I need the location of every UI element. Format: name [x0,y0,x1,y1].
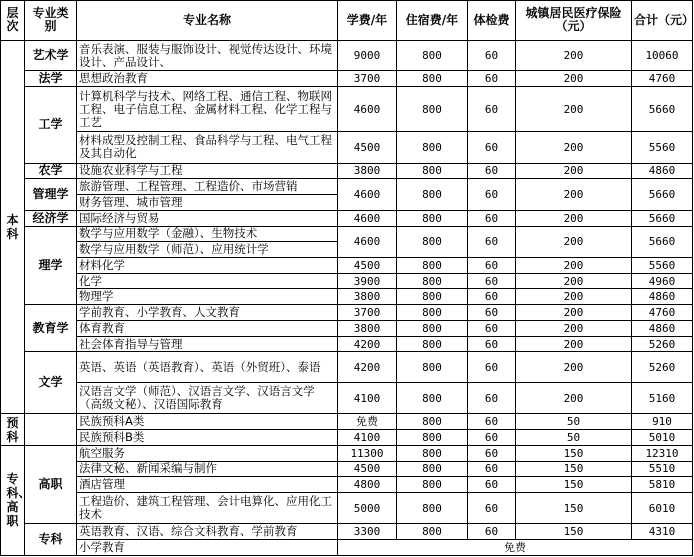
dorm-cell: 800 [397,40,468,70]
tuition-cell: 4100 [338,430,397,446]
insurance-cell: 200 [516,320,632,336]
table-row [1,40,693,70]
table-row [1,430,693,446]
tuition-cell: 4800 [338,477,397,493]
table-row [1,524,693,540]
major-cell: 法律文秘、新闻采编与制作 [77,461,338,477]
exam-cell: 60 [468,492,516,523]
dorm-cell: 800 [397,210,468,226]
insurance-cell: 150 [516,524,632,540]
total-cell: 12310 [632,445,693,461]
dorm-cell: 800 [397,352,468,382]
dorm-cell: 800 [397,461,468,477]
category-cell: 高职 [25,445,77,524]
header-row [1,1,693,41]
level-cell: 专科、高职 [1,445,25,555]
insurance-cell: 200 [516,40,632,70]
major-cell: 设施农业科学与工程 [77,163,338,179]
level-cell: 预科 [1,414,25,445]
total-cell: 5660 [632,179,693,210]
insurance-cell: 200 [516,289,632,305]
exam-cell: 60 [468,524,516,540]
tuition-cell: 4200 [338,336,397,352]
insurance-cell: 150 [516,477,632,493]
exam-cell: 60 [468,258,516,274]
major-cell: 英语教育、汉语、综合文科教育、学前教育 [77,524,338,540]
dorm-cell: 800 [397,87,468,132]
exam-cell: 60 [468,226,516,257]
tuition-cell: 3800 [338,320,397,336]
major-cell: 材料成型及控制工程、食品科学与工程、电气工程及其自动化 [77,132,338,163]
category-cell: 法学 [25,71,77,87]
dorm-cell: 800 [397,305,468,321]
dorm-cell: 800 [397,163,468,179]
major-cell: 材料化学 [77,258,338,274]
insurance-cell: 200 [516,352,632,382]
dorm-cell: 800 [397,132,468,163]
insurance-cell: 200 [516,87,632,132]
exam-cell: 60 [468,71,516,87]
tuition-cell: 4600 [338,179,397,210]
total-cell: 5660 [632,210,693,226]
tuition-cell: 4600 [338,87,397,132]
table-row [1,540,693,556]
category-cell: 理学 [25,226,77,305]
exam-cell: 60 [468,477,516,493]
dorm-cell: 800 [397,273,468,289]
total-cell: 5260 [632,352,693,382]
exam-cell: 60 [468,132,516,163]
major-cell: 国际经济与贸易 [77,210,338,226]
table-row [1,87,693,132]
tuition-cell: 4500 [338,132,397,163]
category-cell: 文学 [25,352,77,414]
major-cell: 体育教育 [77,320,338,336]
major-cell: 英语、英语（英语教育）、英语（外贸班）、泰语 [77,352,338,382]
exam-cell: 60 [468,445,516,461]
exam-cell: 60 [468,163,516,179]
total-cell: 4760 [632,305,693,321]
insurance-cell: 50 [516,414,632,430]
category-cell-empty [25,414,77,445]
dorm-cell: 800 [397,524,468,540]
major-cell: 财务管理、城市管理 [77,195,338,211]
major-cell: 学前教育、小学教育、人文教育 [77,305,338,321]
table-row [1,445,693,461]
dorm-cell: 800 [397,414,468,430]
insurance-cell: 200 [516,382,632,413]
total-cell: 5160 [632,382,693,413]
total-cell: 5260 [632,336,693,352]
total-cell: 4310 [632,524,693,540]
exam-cell: 60 [468,461,516,477]
insurance-cell: 150 [516,492,632,523]
table-row [1,71,693,87]
category-cell: 工学 [25,87,77,164]
dorm-cell: 800 [397,445,468,461]
table-row [1,320,693,336]
total-cell: 5010 [632,430,693,446]
tuition-cell: 免费 [338,414,397,430]
tuition-cell: 9000 [338,40,397,70]
major-cell: 航空服务 [77,445,338,461]
header-level: 层次 [1,1,25,41]
exam-cell: 60 [468,179,516,210]
major-cell: 思想政治教育 [77,71,338,87]
total-cell: 10060 [632,40,693,70]
total-cell: 6010 [632,492,693,523]
total-cell: 5510 [632,461,693,477]
tuition-cell: 4500 [338,461,397,477]
dorm-cell: 800 [397,179,468,210]
exam-cell: 60 [468,320,516,336]
table-row [1,305,693,321]
header-insurance: 城镇居民医疗保险（元） [516,1,632,41]
header-dorm: 住宿费/年 [397,1,468,41]
exam-cell: 60 [468,430,516,446]
total-cell: 5810 [632,477,693,493]
table-row [1,273,693,289]
exam-cell: 60 [468,382,516,413]
dorm-cell: 800 [397,492,468,523]
major-cell: 计算机科学与技术、网络工程、通信工程、物联网工程、电子信息工程、金属材料工程、化学工程与工艺 [77,87,338,132]
insurance-cell: 200 [516,305,632,321]
exam-cell: 60 [468,336,516,352]
total-cell: 4760 [632,71,693,87]
major-cell: 工程造价、建筑工程管理、会计电算化、应用化工技术 [77,492,338,523]
total-cell: 4860 [632,289,693,305]
table-row [1,461,693,477]
total-cell: 5560 [632,132,693,163]
major-cell: 小学教育 [77,540,338,556]
insurance-cell: 200 [516,273,632,289]
table-row [1,132,693,163]
insurance-cell: 150 [516,461,632,477]
exam-cell: 60 [468,40,516,70]
dorm-cell: 800 [397,382,468,413]
insurance-cell: 200 [516,226,632,257]
total-cell: 4860 [632,320,693,336]
table-row [1,179,693,195]
tuition-cell: 4600 [338,226,397,257]
dorm-cell: 800 [397,226,468,257]
table-row [1,336,693,352]
total-cell: 4860 [632,163,693,179]
total-cell: 910 [632,414,693,430]
dorm-cell: 800 [397,320,468,336]
insurance-cell: 150 [516,445,632,461]
table-row [1,163,693,179]
total-cell: 5560 [632,258,693,274]
major-cell: 音乐表演、服装与服饰设计、视觉传达设计、环境设计、产品设计、 [77,40,338,70]
insurance-cell: 50 [516,430,632,446]
exam-cell: 60 [468,210,516,226]
tuition-cell: 4100 [338,382,397,413]
insurance-cell: 200 [516,132,632,163]
category-cell: 管理学 [25,179,77,210]
insurance-cell: 200 [516,336,632,352]
tuition-cell: 4200 [338,352,397,382]
category-cell: 教育学 [25,305,77,352]
major-cell: 酒店管理 [77,477,338,493]
tuition-cell: 3800 [338,163,397,179]
tuition-cell: 3300 [338,524,397,540]
header-tuition: 学费/年 [338,1,397,41]
table-row [1,477,693,493]
total-cell: 4960 [632,273,693,289]
dorm-cell: 800 [397,71,468,87]
tuition-cell: 3800 [338,289,397,305]
major-cell: 化学 [77,273,338,289]
category-cell: 经济学 [25,210,77,226]
exam-cell: 60 [468,305,516,321]
major-cell: 汉语言文学（师范）、汉语言文学、汉语言文学（高级文秘）、汉语国际教育 [77,382,338,413]
exam-cell: 60 [468,352,516,382]
dorm-cell: 800 [397,477,468,493]
table-row [1,258,693,274]
insurance-cell: 200 [516,258,632,274]
major-cell: 社会体育指导与管理 [77,336,338,352]
category-cell: 专科 [25,524,77,556]
tuition-cell: 3700 [338,305,397,321]
exam-cell: 60 [468,414,516,430]
insurance-cell: 200 [516,179,632,210]
total-cell: 5660 [632,87,693,132]
table-row [1,492,693,523]
major-cell: 数学与应用数学（师范）、应用统计学 [77,242,338,258]
major-cell: 旅游管理、工程管理、工程造价、市场营销 [77,179,338,195]
table-row [1,210,693,226]
insurance-cell: 200 [516,210,632,226]
total-cell: 5660 [632,226,693,257]
free-note-cell: 免费 [338,540,693,556]
dorm-cell: 800 [397,289,468,305]
tuition-cell: 3700 [338,71,397,87]
table-row [1,382,693,413]
insurance-cell: 200 [516,71,632,87]
level-cell: 本科 [1,40,25,413]
tuition-cell: 4500 [338,258,397,274]
table-row [1,226,693,242]
dorm-cell: 800 [397,336,468,352]
header-major: 专业名称 [77,1,338,41]
header-category: 专业类别 [25,1,77,41]
dorm-cell: 800 [397,430,468,446]
tuition-cell: 5000 [338,492,397,523]
exam-cell: 60 [468,87,516,132]
table-row [1,289,693,305]
table-row [1,352,693,382]
table-row [1,414,693,430]
header-exam: 体检费 [468,1,516,41]
major-cell: 数学与应用数学（金融）、生物技术 [77,226,338,242]
header-total: 合计（元） [632,1,693,41]
major-cell: 民族预科A类 [77,414,338,430]
exam-cell: 60 [468,273,516,289]
major-cell: 物理学 [77,289,338,305]
exam-cell: 60 [468,289,516,305]
category-cell: 农学 [25,163,77,179]
tuition-cell: 11300 [338,445,397,461]
insurance-cell: 200 [516,163,632,179]
category-cell: 艺术学 [25,40,77,70]
tuition-cell: 4600 [338,210,397,226]
tuition-cell: 3900 [338,273,397,289]
dorm-cell: 800 [397,258,468,274]
major-cell: 民族预科B类 [77,430,338,446]
